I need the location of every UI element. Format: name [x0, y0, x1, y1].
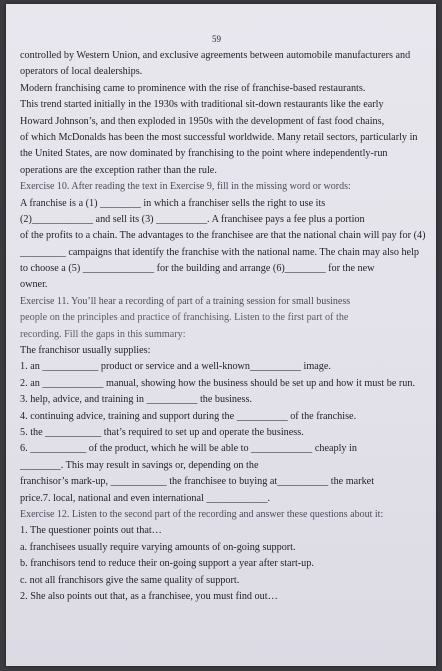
page-text: [20, 48, 428, 605]
text-line: operations are the exception rather than the rule.: [20, 164, 217, 176]
text-line: the United States, are now dominated by franchising to the point where independently-run: [20, 148, 388, 160]
exercise-heading: Exercise 11. You’ll hear a recording of part of a training session for small business: [20, 295, 351, 307]
list-item: 6. ___________ of the product, which he will be able to ____________ cheaply in: [20, 443, 357, 455]
text-line: Modern franchising came to prominence with the rise of franchise-based restaurants.: [20, 82, 366, 94]
answer-option: a. franchisees usually require varying amounts of on-going support.: [20, 541, 296, 553]
text-line: (2)____________ and sell its (3) __________. A franchisee pays a fee plus a portion: [20, 213, 365, 225]
text-line: of which McDonalds has been the most successful worldwide. Many retail sectors, particularly in: [20, 131, 418, 143]
text-line: Howard Johnson’s, and then exploded in 1950s with the development of fast food chains,: [20, 115, 385, 127]
text-line: of the profits to a chain. The advantages to the franchisee are that the national chain will pay for (4): [20, 230, 426, 242]
list-item: 5. the ___________ that’s required to set up and operate the business.: [20, 426, 304, 438]
text-line: to choose a (5) ______________ for the building and arrange (6)________ for the new: [20, 263, 375, 275]
list-item: price.7. local, national and even international ____________.: [20, 492, 271, 504]
book-page: [6, 4, 436, 666]
text-line: ________. This may result in savings or, depending on the: [20, 459, 259, 471]
page-number: 59: [212, 34, 221, 44]
exercise-heading: Exercise 10. After reading the text in Exercise 9, fill in the missing word or words:: [20, 181, 351, 193]
text-line: This trend started initially in the 1930s with traditional sit-down restaurants like the early: [20, 99, 384, 111]
list-item: 4. continuing advice, training and support during the __________ of the franchise.: [20, 410, 357, 422]
text-line: The franchisor usually supplies:: [20, 345, 151, 357]
text-line: owner.: [20, 279, 48, 291]
list-item: 1. an ___________ product or service and a well-known__________ image.: [20, 361, 331, 373]
answer-option: c. not all franchisors give the same quality of support.: [20, 574, 240, 586]
list-item: 2. an ____________ manual, showing how the business should be set up and how it must be run.: [20, 377, 416, 389]
list-item: 3. help, advice, and training in __________ the business.: [20, 394, 253, 406]
question-item: 1. The questioner points out that…: [20, 525, 162, 537]
exercise-heading: Exercise 12. Listen to the second part of the recording and answer these questions about it:: [20, 508, 384, 520]
text-line: people on the principles and practice of franchising. Listen to the first part of the: [20, 312, 349, 324]
answer-option: b. franchisors tend to reduce their on-going support a year after start-up.: [20, 558, 314, 570]
text-line: recording. Fill the gaps in this summary:: [20, 328, 186, 340]
text-line: A franchise is a (1) ________ in which a franchiser sells the right to use its: [20, 197, 326, 209]
question-item: 2. She also points out that, as a franchisee, you must find out…: [20, 590, 278, 602]
text-line: controlled by Western Union, and exclusive agreements between automobile manufacturers and: [20, 50, 411, 61]
text-line: operators of local dealerships.: [20, 66, 143, 78]
text-line: franchisor’s mark-up, ___________ the franchisee to buying at__________ the market: [20, 476, 375, 488]
text-line: _________ campaigns that identify the franchise with the national name. The chain may also help: [20, 246, 419, 258]
